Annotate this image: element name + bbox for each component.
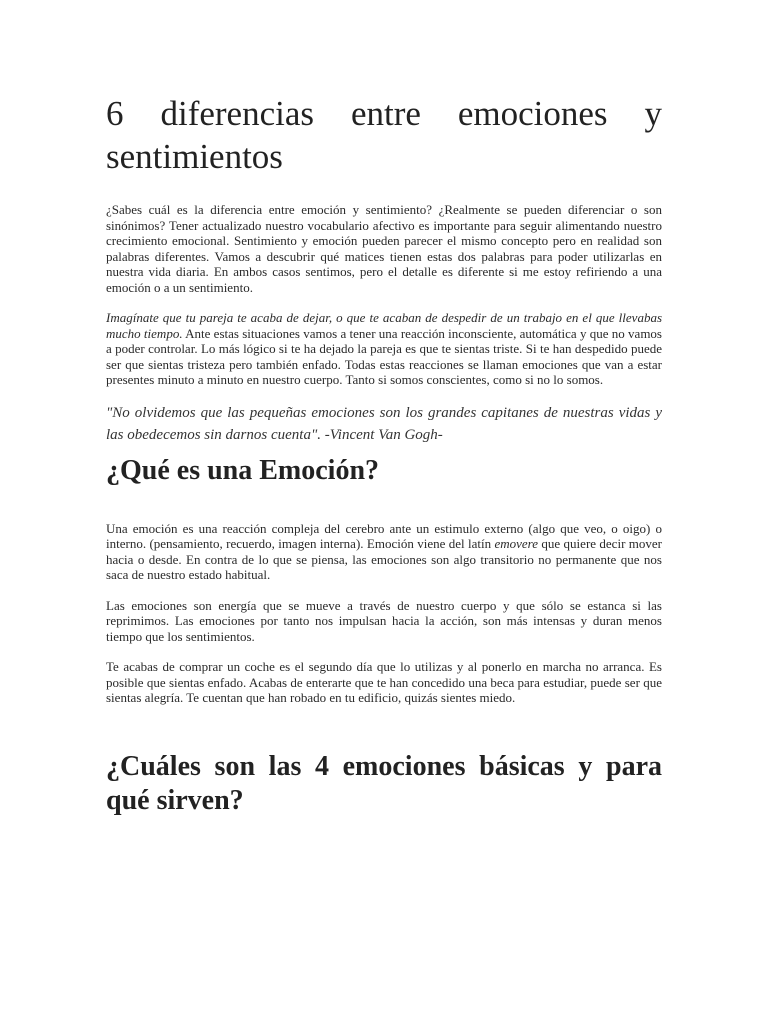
example-paragraph bbox=[106, 310, 662, 388]
intro-section bbox=[106, 202, 662, 388]
emocion-p1-italic: emovere bbox=[494, 536, 539, 551]
emocion-p1-text-a: Una emoción es una reacción compleja del cerebro ante un estimulo externo (algo que veo, o oigo) o interno. (pensamiento, recuerdo, imagen interna). Emoción viene del latín bbox=[106, 520, 662, 551]
intro-paragraph: ¿Sabes cuál es la diferencia entre emoción y sentimiento? ¿Realmente se pueden diferenciar o son sinónimos? Tener actualizado nuestro vocabulario afectivo es importante para seguir alimentando nuestro crecimiento emocional. Sentimiento y emoción pueden parecer el mismo concepto pero en realidad son palabras diferentes. Vamos a descubrir qué matices tienen estas dos palabras para poder utilizarlas en nuestra vida diaria. En ambos casos sentimos, pero el detalle es diferente si me estoy refiriendo a una emoción o a un sentimiento. bbox=[106, 202, 662, 295]
emocion-paragraph-2: Las emociones son energía que se mueve a través de nuestro cuerpo y que sólo se estanca si las reprimimos. Las emociones por tanto nos impulsan hacia la acción, son más intensas y duran menos tiempo que los sentimientos. bbox=[106, 597, 662, 644]
example-text: Ante estas situaciones vamos a tener una reacción inconsciente, automática y que no vamos a poder controlar. Lo más lógico si te ha dejado la pareja es que te sientas triste. Si te han despedido puede ser que sientas tristeza pero también enfado. Todas estas reacciones se llaman emociones que van a estar presentes minuto a minuto en nuestro cuerpo. Tanto si somos conscientes, como si no lo somos. bbox=[106, 325, 662, 387]
emocion-p1-text-b: que quiere decir mover hacia o desde. En contra de lo que se piensa, las emociones son algo transitorio no permanente que nos saca de nuestro estado habitual. bbox=[106, 536, 662, 582]
page-title: 6 diferencias entre emociones y sentimientos bbox=[106, 94, 662, 176]
emocion-paragraph-3: Te acabas de comprar un coche es el segundo día que lo utilizas y al ponerlo en marcha no arranca. Es posible que sientas enfado. Acabas de enterarte que te han concedido una beca para estudiar, puede ser que sientas alegría. Te cuentan que han robado en tu edificio, quizás sientes miedo. bbox=[106, 659, 662, 705]
section-body-emocion bbox=[106, 521, 662, 706]
emocion-paragraph-1 bbox=[106, 521, 662, 583]
section-heading-emociones-basicas: ¿Cuáles son las 4 emociones básicas y para qué sirven? bbox=[106, 750, 662, 816]
section-heading-emocion: ¿Qué es una Emoción? bbox=[106, 454, 380, 486]
quote-block: "No olvidemos que las pequeñas emociones son los grandes capitanes de nuestras vidas y las obedecemos sin darnos cuenta". -Vincent Van Gogh- bbox=[106, 404, 662, 443]
document-content bbox=[106, 92, 662, 818]
example-italic-text: Imagínate que tu pareja te acaba de dejar, o que te acaban de despedir de un trabajo en el que llevabas mucho tiempo. bbox=[106, 310, 662, 341]
